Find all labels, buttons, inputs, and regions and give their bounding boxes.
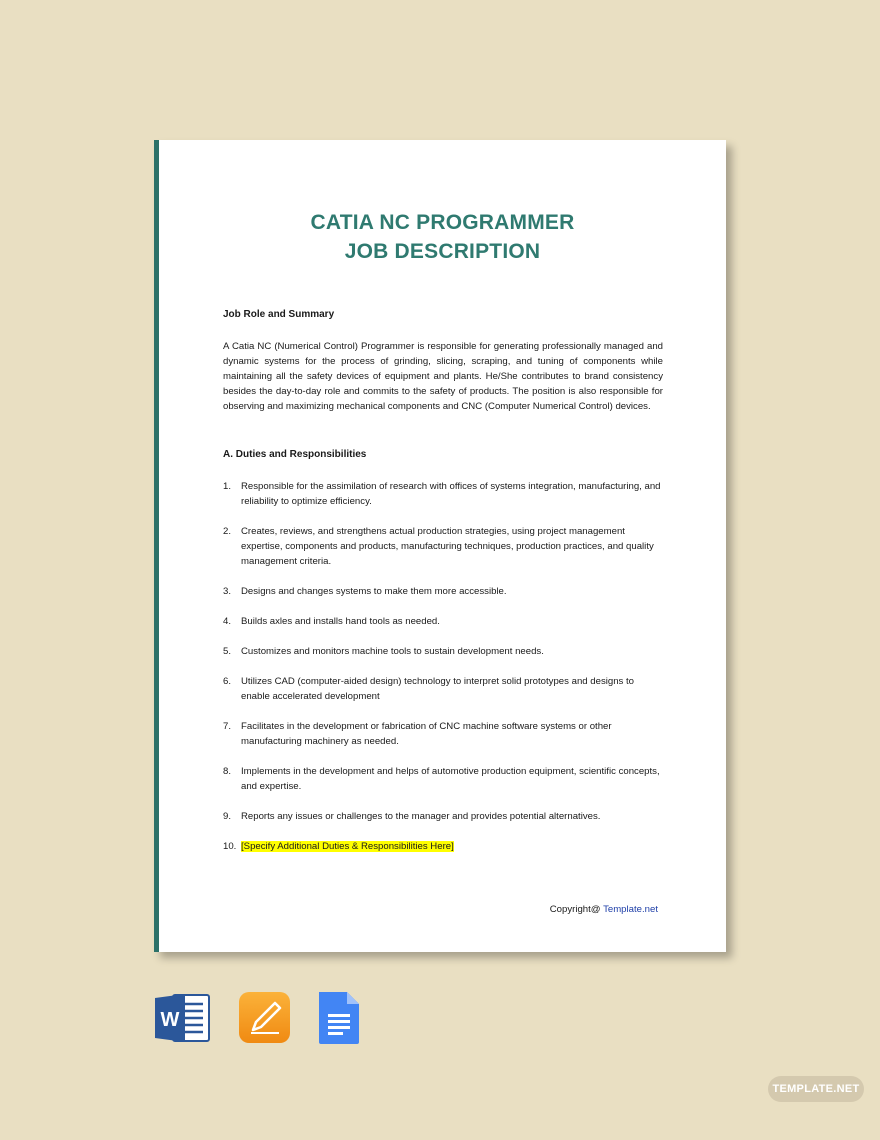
google-docs-icon[interactable]: [317, 992, 361, 1044]
duties-list: [223, 479, 663, 869]
title-line-1: CATIA NC PROGRAMMER: [310, 211, 575, 234]
list-item-text: Builds axles and installs hand tools as needed.: [241, 616, 440, 627]
list-item: [223, 839, 663, 854]
list-item-text: Designs and changes systems to make them more accessible.: [241, 586, 507, 597]
svg-text:W: W: [160, 1009, 180, 1031]
list-item-number: 8.: [223, 766, 232, 777]
list-item-text: Reports any issues or challenges to the manager and provides potential alternatives.: [241, 811, 601, 822]
list-item-number: 1.: [223, 481, 232, 492]
list-item-text: Implements in the development and helps of automotive production equipment, scientific concepts, and expertise.: [241, 766, 660, 792]
list-item: [223, 584, 663, 599]
pages-icon[interactable]: [239, 992, 291, 1044]
list-item-text: Customizes and monitors machine tools to sustain development needs.: [241, 646, 544, 657]
list-item-text: Responsible for the assimilation of research with offices of systems integration, manufacturing, and reliability to optimize efficiency.: [241, 481, 661, 507]
list-item-number: 2.: [223, 526, 232, 537]
list-item-number: 3.: [223, 586, 232, 597]
duties-heading: A. Duties and Responsibilities: [223, 449, 367, 460]
list-item: [223, 674, 663, 704]
list-item: [223, 764, 663, 794]
page-title: [159, 208, 726, 266]
word-icon[interactable]: [155, 992, 211, 1044]
list-item: [223, 524, 663, 569]
list-item-number: 10.: [223, 841, 237, 852]
list-item: [223, 479, 663, 509]
list-item-text: Creates, reviews, and strengthens actual production strategies, using project management expertise, components and products, manufacturing techniques, production practices, and quality management criteria.: [241, 526, 654, 567]
summary-heading: Job Role and Summary: [223, 309, 335, 320]
template-net-badge[interactable]: TEMPLATE.NET: [768, 1076, 864, 1102]
copyright: [550, 904, 658, 915]
list-item: [223, 809, 663, 824]
list-item-number: 9.: [223, 811, 232, 822]
list-item-number: 6.: [223, 676, 232, 687]
list-item: [223, 614, 663, 629]
title-line-2: JOB DESCRIPTION: [344, 240, 541, 263]
list-item-text: Utilizes CAD (computer-aided design) technology to interpret solid prototypes and designs to enable accelerated development: [241, 676, 635, 702]
list-item-number: 7.: [223, 721, 232, 732]
document-page: [154, 140, 726, 952]
placeholder-highlight: [Specify Additional Duties & Responsibilities Here]: [241, 841, 454, 852]
copyright-label: Copyright@: [549, 904, 601, 915]
list-item-number: 5.: [223, 646, 232, 657]
list-item-text: Facilitates in the development or fabrication of CNC machine software systems or other manufacturing machinery as needed.: [241, 721, 612, 747]
list-item: [223, 644, 663, 659]
list-item: [223, 719, 663, 749]
summary-body: A Catia NC (Numerical Control) Programmer is responsible for generating professionally managed and dynamic systems for the process of grinding, slicing, scraping, and tuning of components while maintaining all the safety devices of equipment and plants. He/She contributes to brand consistency besides the day-to-day role and commits to the safety of products. The position is also responsible for observing and maximizing mechanical components and CNC (Computer Numerical Control) devices.: [223, 341, 663, 412]
copyright-link[interactable]: Template.net: [603, 904, 658, 915]
list-item-number: 4.: [223, 616, 232, 627]
